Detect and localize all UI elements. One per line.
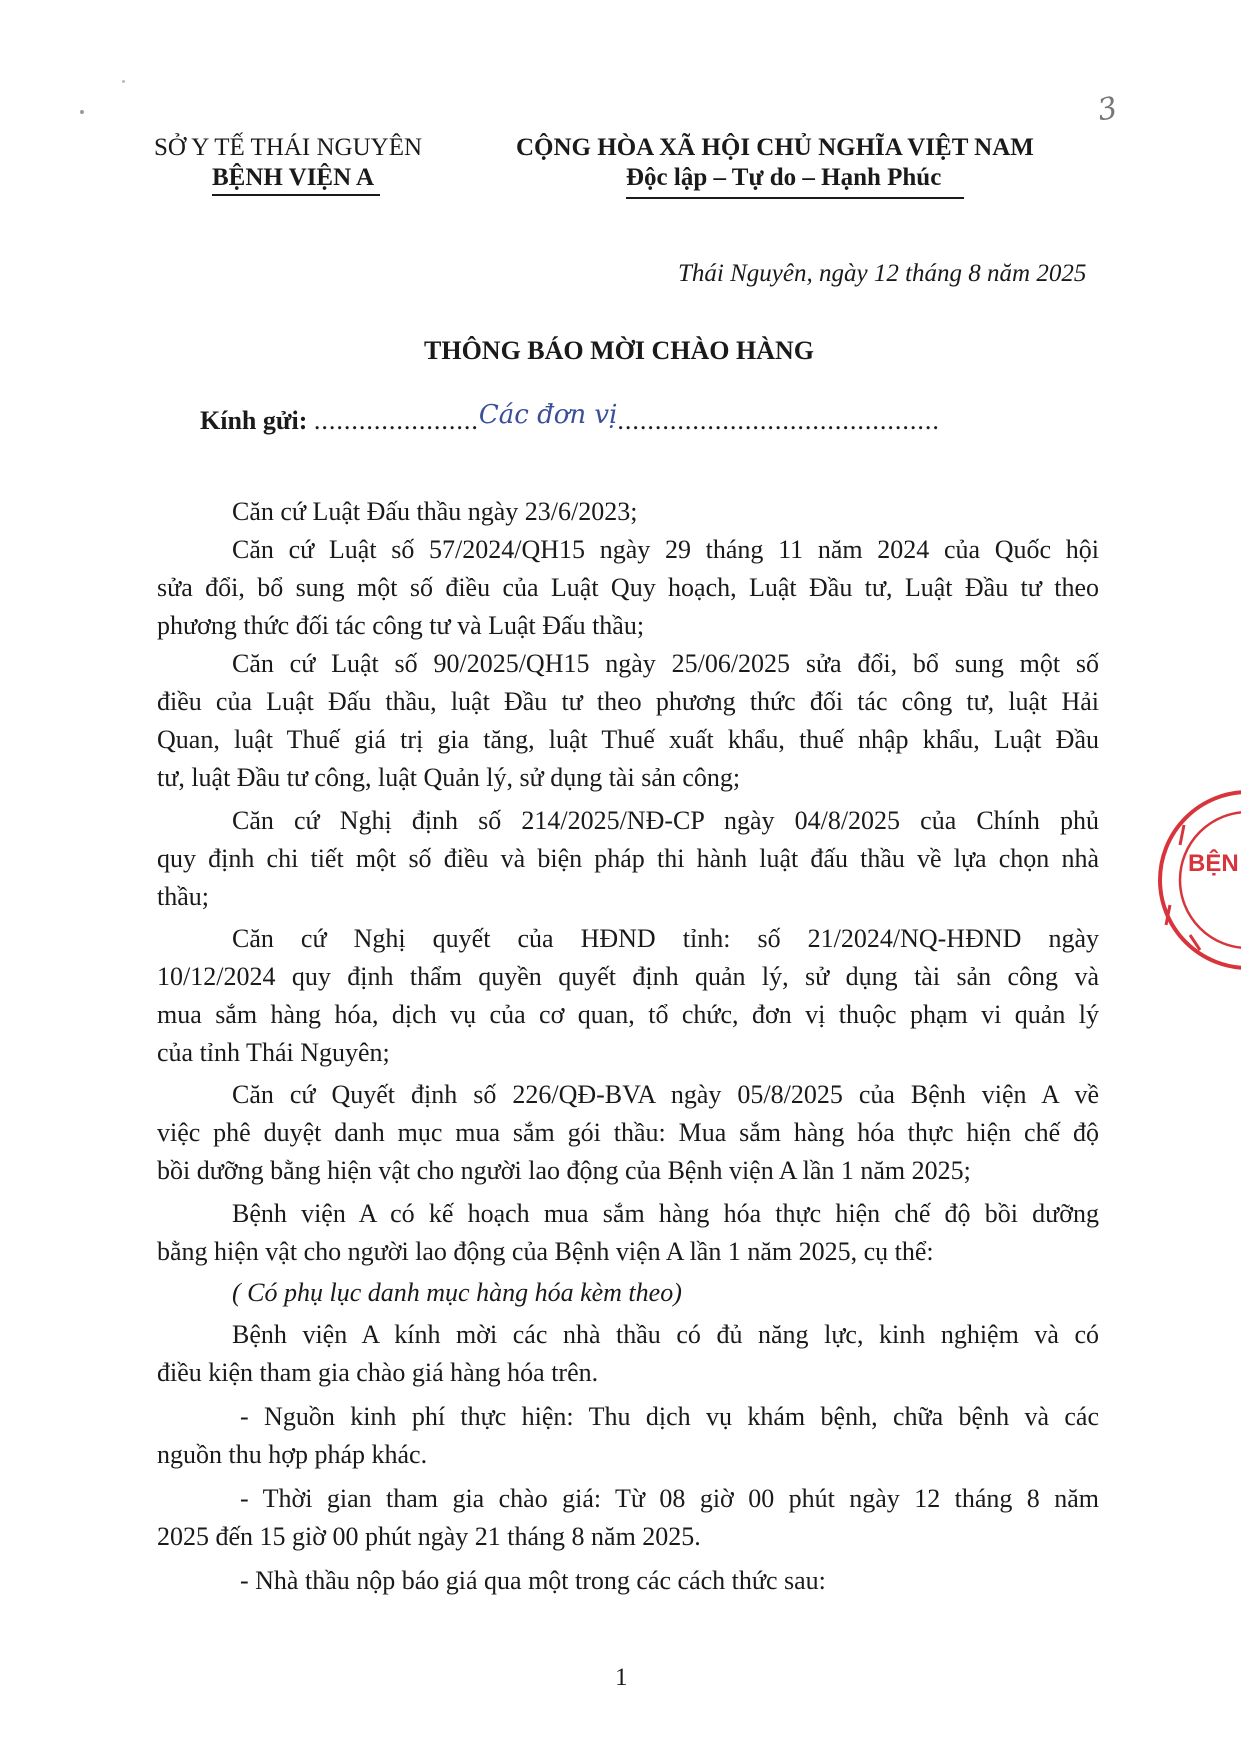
stamp-text: BỆN	[1188, 850, 1239, 877]
official-stamp	[1140, 785, 1241, 975]
body-line: Bệnh viện A có kế hoạch mua sắm hàng hóa thực hiện chế độ bồi dưỡng	[232, 1199, 1099, 1228]
scan-speck	[80, 110, 84, 114]
hospital-underline	[212, 194, 380, 196]
body-line: Căn cứ Nghị quyết của HĐND tỉnh: số 21/2024/NQ-HĐND ngày	[232, 924, 1099, 953]
body-line-italic: ( Có phụ lục danh mục hàng hóa kèm theo)	[232, 1278, 682, 1307]
body-line: Căn cứ Luật số 57/2024/QH15 ngày 29 tháng 11 năm 2024 của Quốc hội	[232, 535, 1099, 564]
body-line: bằng hiện vật cho người lao động của Bệnh viện A lần 1 năm 2025, cụ thể:	[157, 1237, 934, 1266]
page-number: 1	[615, 1664, 628, 1691]
recipient-line	[200, 400, 940, 436]
body-line: việc phê duyệt danh mục mua sắm gói thầu: Mua sắm hàng hóa thực hiện chế độ	[157, 1118, 1099, 1147]
motto-underline	[626, 197, 964, 199]
body-line: thầu;	[157, 882, 209, 911]
body-line: 10/12/2024 quy định thẩm quyền quyết định quản lý, sử dụng tài sản công và	[157, 962, 1099, 991]
national-motto: Độc lập – Tự do – Hạnh Phúc	[626, 164, 942, 191]
scan-speck	[122, 80, 125, 83]
body-line: sửa đổi, bổ sung một số điều của Luật Quy hoạch, Luật Đầu tư, Luật Đầu tư theo	[157, 573, 1099, 602]
recipient-label: Kính gửi:	[200, 406, 308, 435]
body-line: Căn cứ Quyết định số 226/QĐ-BVA ngày 05/8/2025 của Bệnh viện A về	[232, 1080, 1099, 1109]
body-line: 2025 đến 15 giờ 00 phút ngày 21 tháng 8 năm 2025.	[157, 1522, 701, 1551]
body-line: tư, luật Đầu tư công, luật Quản lý, sử dụng tài sản công;	[157, 763, 741, 792]
body-line: điều của Luật Đấu thầu, luật Đầu tư theo phương thức đối tác công tư, luật Hải	[157, 687, 1099, 716]
margin-handwritten-mark: 3	[1095, 90, 1120, 129]
body-line: - Nguồn kinh phí thực hiện: Thu dịch vụ khám bệnh, chữa bệnh và các	[240, 1402, 1099, 1431]
stamp-decor	[1166, 825, 1200, 950]
recipient-dots-before: ......................	[313, 406, 479, 435]
hospital-name: BỆNH VIỆN A	[212, 164, 375, 191]
body-line: điều kiện tham gia chào giá hàng hóa trên.	[157, 1358, 599, 1387]
body-line: phương thức đối tác công tư và Luật Đấu thầu;	[157, 611, 645, 640]
body-line: Căn cứ Luật Đấu thầu ngày 23/6/2023;	[232, 497, 638, 526]
country-name: CỘNG HÒA XÃ HỘI CHỦ NGHĨA VIỆT NAM	[516, 134, 1034, 161]
recipient-handwritten: Các đơn vị	[478, 400, 618, 430]
body-line: Căn cứ Nghị định số 214/2025/NĐ-CP ngày 04/8/2025 của Chính phủ	[232, 806, 1099, 835]
place-date: Thái Nguyên, ngày 12 tháng 8 năm 2025	[678, 260, 1087, 287]
recipient-dots-after: ...........................................	[617, 406, 940, 435]
stamp-inner-ring	[1180, 812, 1241, 948]
body-line: Căn cứ Luật số 90/2025/QH15 ngày 25/06/2025 sửa đổi, bổ sung một số	[232, 649, 1099, 678]
stamp-outer-ring	[1160, 792, 1241, 968]
body-line: nguồn thu hợp pháp khác.	[157, 1440, 428, 1469]
body-line: mua sắm hàng hóa, dịch vụ của cơ quan, tổ chức, đơn vị thuộc phạm vi quản lý	[157, 1000, 1099, 1029]
body-line: của tỉnh Thái Nguyên;	[157, 1038, 390, 1067]
department-name: SỞ Y TẾ THÁI NGUYÊN	[154, 134, 423, 161]
body-line: - Nhà thầu nộp báo giá qua một trong các cách thức sau:	[240, 1566, 826, 1595]
document-title: THÔNG BÁO MỜI CHÀO HÀNG	[424, 336, 815, 365]
body-line: quy định chi tiết một số điều và biện pháp thi hành luật đấu thầu về lựa chọn nhà	[157, 844, 1099, 873]
body-line: Bệnh viện A kính mời các nhà thầu có đủ năng lực, kinh nghiệm và có	[232, 1320, 1099, 1349]
body-line: - Thời gian tham gia chào giá: Từ 08 giờ 00 phút ngày 12 tháng 8 năm	[240, 1484, 1099, 1513]
body-line: bồi dưỡng bằng hiện vật cho người lao động của Bệnh viện A lần 1 năm 2025;	[157, 1156, 971, 1185]
body-line: Quan, luật Thuế giá trị gia tăng, luật Thuế xuất khẩu, thuế nhập khẩu, Luật Đầu	[157, 725, 1099, 754]
